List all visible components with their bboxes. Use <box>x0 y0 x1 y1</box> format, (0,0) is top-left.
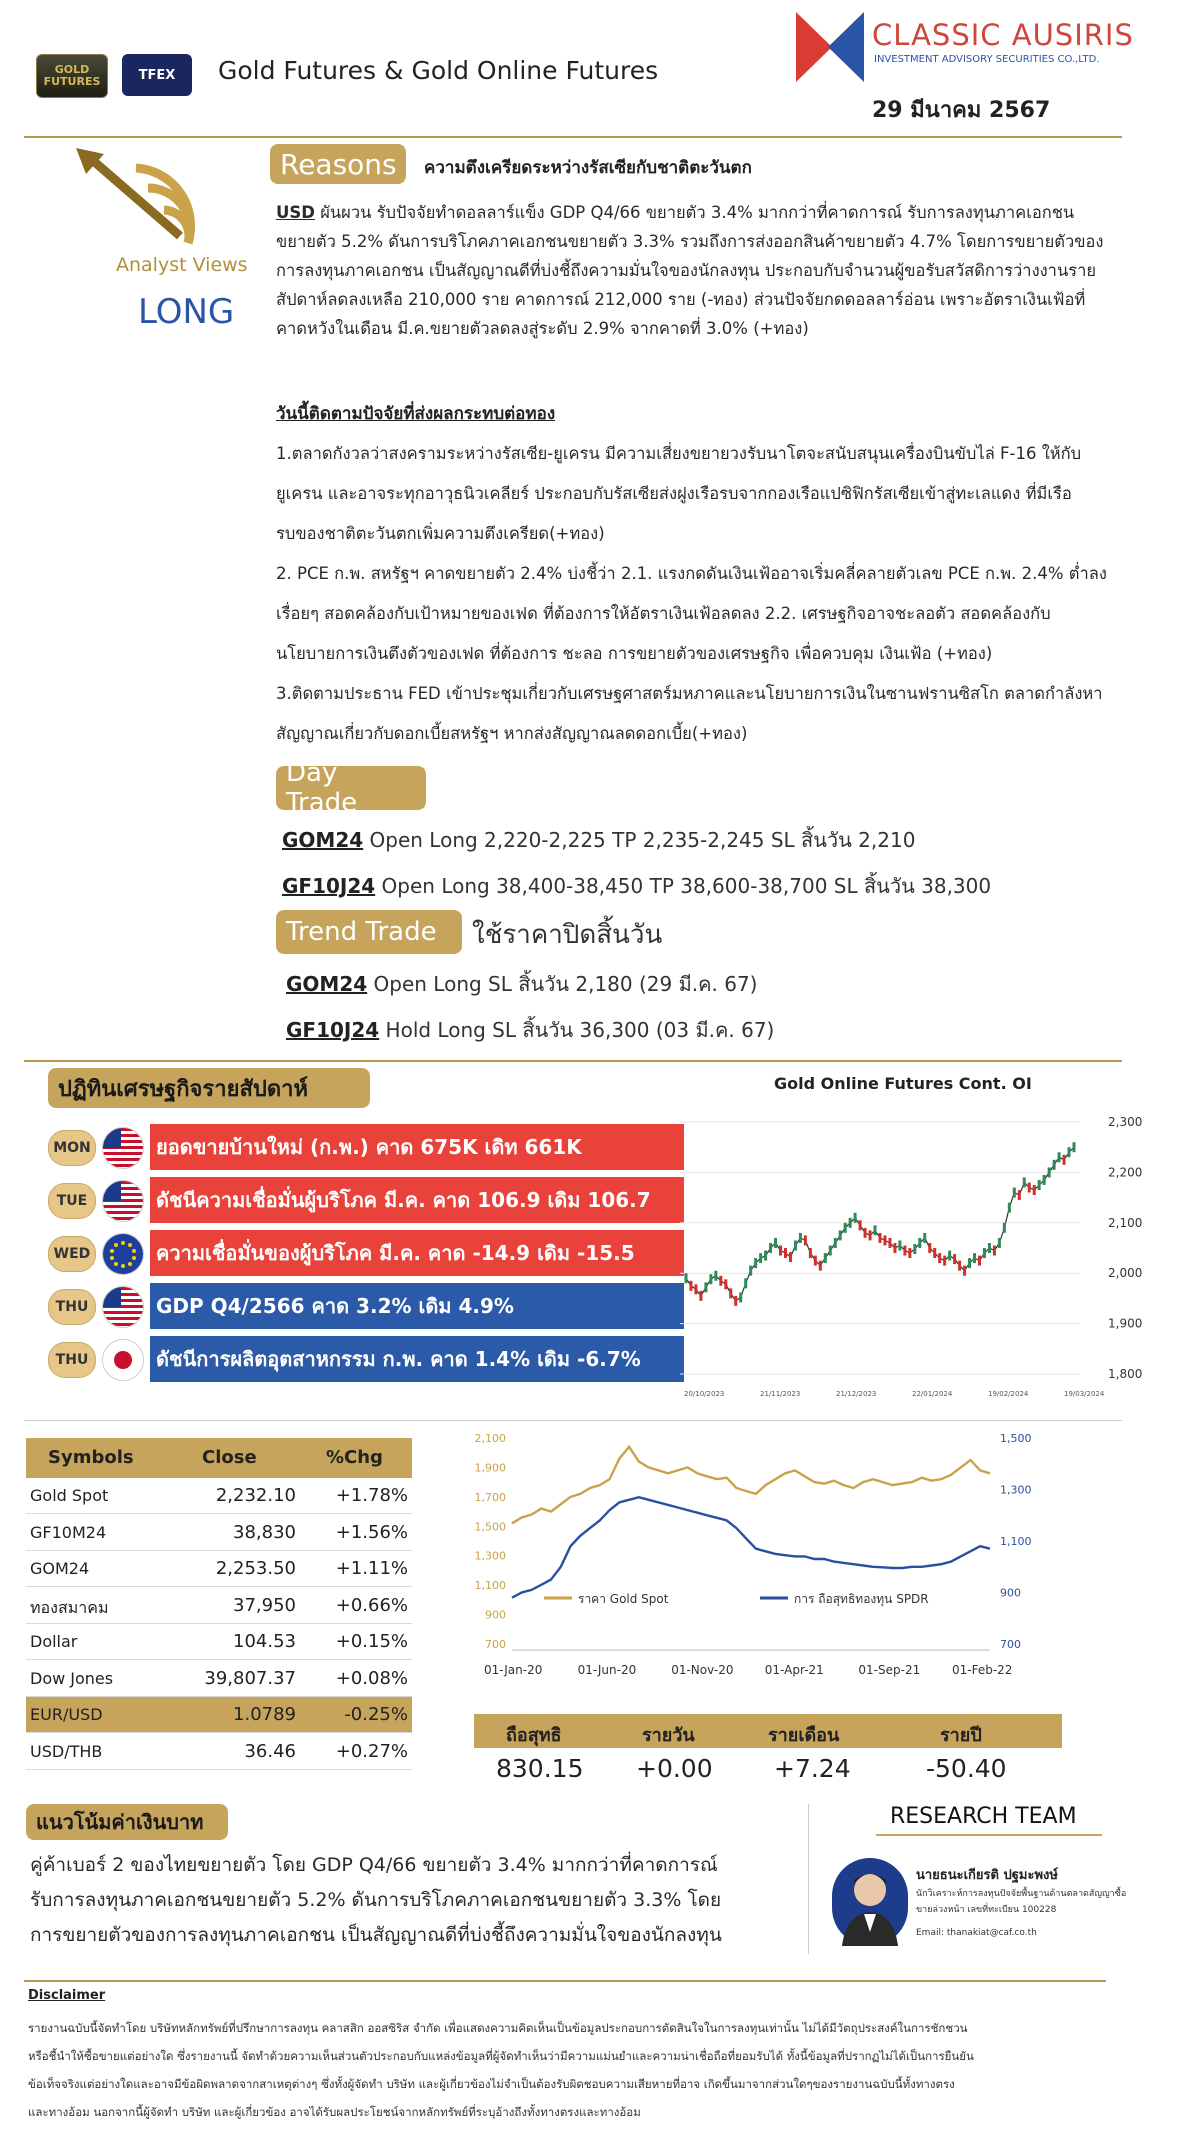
candle <box>824 1253 827 1263</box>
day-badge: THU <box>48 1342 96 1378</box>
y-tick-label: 1,800 <box>1108 1367 1143 1381</box>
legend-label: การ ถือสุทธิทองทุน SPDR <box>794 1592 929 1606</box>
y-tick-label: 1,900 <box>1108 1316 1143 1331</box>
candle <box>779 1246 782 1256</box>
candle <box>998 1238 1001 1248</box>
candle <box>988 1243 991 1253</box>
candle <box>978 1256 981 1266</box>
symbol-cell: Dow Jones <box>30 1668 114 1688</box>
candle <box>719 1276 722 1286</box>
x-tick-label: 01-Sep-21 <box>858 1663 921 1677</box>
candle <box>953 1254 956 1264</box>
japan-flag-icon <box>102 1339 144 1381</box>
candle <box>1068 1147 1071 1157</box>
y-left-tick-label: 700 <box>485 1638 506 1651</box>
day-badge: WED <box>48 1236 96 1272</box>
y-left-tick-label: 1,300 <box>474 1549 506 1563</box>
candle <box>734 1296 737 1306</box>
candle <box>933 1248 936 1258</box>
candle <box>844 1223 847 1233</box>
candle <box>903 1246 906 1256</box>
symbol-cell: USD/THB <box>30 1741 103 1761</box>
candle <box>849 1218 852 1228</box>
baht-outlook-tag: แนวโน้มค่าเงินบาท <box>26 1804 228 1840</box>
candle <box>923 1233 926 1243</box>
baht-line: การขยายตัวของการลงทุนภาคเอกชน เป็นสัญญาณดีที่บ่งชี้ถึงความมั่นใจของนักลงทุน <box>30 1924 722 1946</box>
chg-cell: +0.66% <box>335 1594 408 1616</box>
y-right-tick-label: 1,500 <box>1000 1432 1032 1445</box>
trend-trade-line <box>286 968 758 1000</box>
candle <box>908 1248 911 1258</box>
candle <box>839 1230 842 1240</box>
day-badge: TUE <box>48 1183 96 1219</box>
research-divider <box>876 1834 1102 1836</box>
candle <box>1058 1152 1061 1162</box>
candle <box>859 1220 862 1230</box>
candle <box>869 1230 872 1240</box>
usd-word: USD <box>276 203 315 222</box>
calendar-event-bar: ความเชื่อมั่นของผู้บริโภค มี.ค. คาด -14.9 เดิม -15.5 <box>150 1230 684 1276</box>
candle <box>943 1256 946 1266</box>
symbol-cell: Dollar <box>30 1632 78 1651</box>
x-tick-label: 01-Nov-20 <box>671 1663 734 1677</box>
candle <box>1013 1188 1016 1198</box>
candle <box>1033 1185 1036 1195</box>
chg-cell: +1.11% <box>335 1558 408 1579</box>
usd-paragraph <box>276 198 1176 343</box>
table-row <box>26 1661 412 1697</box>
candle <box>1028 1183 1031 1193</box>
usd-line: คาดหวังในเดือน มี.ค.ขยายตัวลดลงสู่ระดับ 2.9% จากคาดที่ 3.0% (+ทอง) <box>276 319 809 338</box>
candle <box>694 1284 697 1294</box>
candle <box>913 1244 916 1254</box>
usd-line: ผันผวน รับปัจจัยทำดอลลาร์แข็ง GDP Q4/66 ขยายตัว 3.4% มากกว่าที่คาดการณ์ รับการลงทุนภาคเอกชน <box>320 203 1075 222</box>
table-row <box>26 1734 412 1770</box>
chg-cell: -0.25% <box>344 1704 408 1725</box>
candle <box>854 1213 857 1223</box>
candle <box>928 1243 931 1253</box>
spdr-header-cell: ถือสุทธิ <box>506 1725 562 1746</box>
y-left-tick-label: 2,100 <box>474 1432 506 1445</box>
tfex-logo: TFEX <box>122 54 192 96</box>
close-cell: 39,807.37 <box>204 1667 296 1689</box>
candle <box>973 1253 976 1263</box>
header-close: Close <box>202 1447 257 1468</box>
spdr-value: +0.00 <box>636 1754 713 1783</box>
candle <box>685 1273 688 1283</box>
factor-line: สัญญาณเกี่ยวกับดอกเบี้ยสหรัฐฯ หากส่งสัญญาณลดดอกเบี้ย(+ทอง) <box>276 724 748 743</box>
calendar-event-bar: ยอดขายบ้านใหม่ (ก.พ.) คาด 675K เดิท 661K <box>150 1124 684 1170</box>
header-divider <box>24 136 1122 138</box>
candle <box>689 1281 692 1291</box>
candle <box>794 1240 797 1250</box>
close-cell: 1.0789 <box>233 1704 296 1725</box>
factor-line: นโยบายการเงินตึงตัวของเฟด ที่ต้องการ ชะลอ การขยายตัวของเศรษฐกิจ เพื่อควบคุม เงินเฟ้อ (+ทอง) <box>276 644 993 663</box>
candle <box>963 1266 966 1276</box>
factors-paragraph <box>276 434 1176 754</box>
analyst-views-label: Analyst Views <box>116 254 248 276</box>
oi-series-line <box>686 1147 1074 1301</box>
day-badge: THU <box>48 1289 96 1325</box>
disclaimer-title: Disclaimer <box>28 1988 106 2003</box>
x-tick-label: 01-Apr-21 <box>764 1663 824 1677</box>
report-date: 29 มีนาคม 2567 <box>872 98 1051 123</box>
x-tick-label: 20/10/2023 <box>684 1390 725 1398</box>
y-left-tick-label: 1,700 <box>474 1490 506 1504</box>
symbol-cell: GOM24 <box>30 1559 90 1578</box>
reasons-headline: ความตึงเครียดระหว่างรัสเซียกับชาติตะวันตก <box>424 158 752 178</box>
candle <box>948 1251 951 1261</box>
close-cell: 2,253.50 <box>215 1558 296 1579</box>
trade-detail: Hold Long SL สิ้นวัน 36,300 (03 มี.ค. 67) <box>379 1018 775 1042</box>
analyst-view-long: LONG <box>138 292 235 332</box>
table-row <box>26 1515 412 1551</box>
x-tick-label: 21/12/2023 <box>836 1390 877 1398</box>
trend-trade-tag: Trend Trade <box>276 910 462 954</box>
candle <box>918 1238 921 1248</box>
y-tick-label: 2,300 <box>1108 1115 1143 1129</box>
candle <box>704 1282 707 1292</box>
gold-oi-chart <box>660 1110 1150 1410</box>
y-right-tick-label: 700 <box>1000 1638 1021 1651</box>
candle <box>829 1246 832 1256</box>
calendar-title: ปฏิทินเศรษฐกิจรายสัปดาห์ <box>48 1068 370 1108</box>
candle <box>1053 1160 1056 1170</box>
trade-symbol: GOM24 <box>282 828 364 852</box>
candle <box>744 1278 747 1288</box>
chg-cell: +0.08% <box>335 1667 408 1689</box>
candle <box>834 1238 837 1248</box>
x-tick-label: 22/01/2024 <box>912 1390 953 1398</box>
factors-heading: วันนี้ติดตามปัจจัยที่ส่งผลกระทบต่อทอง <box>276 404 556 424</box>
chg-cell: +1.78% <box>335 1485 408 1506</box>
usd-line: การลงทุนภาคเอกชน เป็นสัญญาณดีที่บ่งชี้ถึงความมั่นใจของนักลงทุน ประกอบกับจำนวนผู้ขอรับสวัสดิการว่างงานราย <box>276 261 1097 280</box>
usd-line: สัปดาห์ลดลงเหลือ 210,000 ราย คาดการณ์ 212,000 ราย (-ทอง) ส่วนปัจจัยกดดอลลาร์อ่อน เพราะอัตราเงินเฟ้อที่ <box>276 290 1086 309</box>
disclaimer-line: ข้อเท็จจริงแต่อย่างใดและอาจมีข้อผิดพลาดจากสาเหตุต่างๆ ซึ่งทั้งผู้จัดทำ บริษัท และผู้เกี่ยวข้องไม่จำเป็นต้องรับผิดชอบความเสียหายที่อาจ เกิดขึ้นมาจากส่วนใดๆของรายงานฉบับนี้ทั้งทางตรง <box>28 2077 955 2091</box>
analyst-name: นายธนะเกียรติ ปฐมะพงษ์ <box>916 1868 1058 1883</box>
candle <box>958 1261 961 1271</box>
candle <box>739 1292 742 1302</box>
gold-futures-logo: GOLD FUTURES <box>36 54 108 98</box>
y-right-tick-label: 900 <box>1000 1586 1021 1600</box>
factor-line: เรื่อยๆ สอดคล้องกับเป้าหมายของเฟด ที่ต้องการให้อัตราเงินเฟ้อลดลง 2.2. เศรษฐกิจอาจชะลอตัว สอดคล้องกับ <box>276 604 1051 623</box>
day-badge: MON <box>48 1130 96 1166</box>
candle <box>883 1235 886 1245</box>
us-flag-icon <box>102 1127 144 1169</box>
candle <box>1008 1203 1011 1213</box>
footer-divider <box>24 1980 1106 1982</box>
candle <box>1063 1155 1066 1165</box>
candle <box>1048 1167 1051 1177</box>
factor-line: ยูเครน และอาจระทุกอาวุธนิวเคลียร์ ประกอบกับรัสเซียส่งฝูงเรือรบจากกองเรือแปซิฟิกรัสเซียเข้าสู่ทะเลแดง ที่มีเรือ <box>276 484 1072 503</box>
table-header <box>26 1438 412 1478</box>
x-tick-label: 21/11/2023 <box>760 1390 801 1398</box>
candle <box>874 1225 877 1235</box>
candle <box>759 1253 762 1263</box>
y-right-tick-label: 1,100 <box>1000 1535 1032 1548</box>
candle <box>1023 1177 1026 1187</box>
analyst-role: นักวิเคราะห์การลงทุนปัจจัยพื้นฐานด้านตลาดสัญญาซื้อ <box>916 1889 1127 1899</box>
y-left-tick-label: 1,100 <box>474 1579 506 1593</box>
brand-name: CLASSIC AUSIRIS <box>872 18 1134 52</box>
target-arrow-icon <box>76 148 226 258</box>
table-row <box>26 1551 412 1587</box>
candle <box>1038 1180 1041 1190</box>
gold-spdr-chart <box>460 1426 1080 1686</box>
candle <box>819 1261 822 1271</box>
oi-chart-title: Gold Online Futures Cont. OI <box>774 1074 1032 1093</box>
close-cell: 38,830 <box>233 1521 296 1543</box>
trend-trade-note: ใช้ราคาปิดสิ้นวัน <box>472 920 663 950</box>
us-flag-icon <box>102 1180 144 1222</box>
research-title: RESEARCH TEAM <box>890 1804 1077 1829</box>
factor-line: 3.ติดตามประธาน FED เข้าประชุมเกี่ยวกับเศรษฐศาสตร์มหภาคและนโยบายการเงินในซานฟรานซิสโก ตลาดกำลังหา <box>276 684 1103 703</box>
table-row <box>26 1624 412 1660</box>
y-tick-label: 2,100 <box>1108 1215 1143 1230</box>
spdr-holdings-line <box>512 1497 990 1598</box>
candle <box>724 1279 727 1289</box>
baht-line: รับการลงทุนภาคเอกชนขยายตัว 5.2% ดันการบริโภคภาคเอกชนขยายตัว 3.3% โดย <box>30 1889 722 1911</box>
disclaimer-line: รายงานฉบับนี้จัดทำโดย บริษัทหลักทรัพย์ที่ปรึกษาการลงทุน คลาสสิก ออสซิริส จำกัด เพื่อแสดงความคิดเห็นเป็นข้อมูลประกอบการตัดสินใจในการลงทุนเท่านั้น ไม่ได้มีวัตถุประสงค์ในการชักชวน <box>28 2021 968 2035</box>
chg-cell: +0.27% <box>335 1740 408 1762</box>
candle <box>1073 1142 1076 1152</box>
trade-detail: Open Long 38,400-38,450 TP 38,600-38,700 SL สิ้นวัน 38,300 <box>375 874 992 898</box>
candle <box>938 1253 941 1263</box>
factor-line: รบของชาติตะวันตกเพิ่มความตึงเครียด(+ทอง) <box>276 524 605 543</box>
candle <box>714 1271 717 1281</box>
candle <box>789 1252 792 1262</box>
y-tick-label: 2,200 <box>1108 1165 1143 1180</box>
candle <box>749 1266 752 1276</box>
trade-detail: Open Long SL สิ้นวัน 2,180 (29 มี.ค. 67) <box>367 972 758 996</box>
candle <box>769 1243 772 1253</box>
candle <box>809 1248 812 1258</box>
candle <box>968 1258 971 1268</box>
trade-symbol: GF10J24 <box>282 874 376 898</box>
x-tick-label: 01-Feb-22 <box>952 1663 1013 1677</box>
candle <box>784 1248 787 1258</box>
header-symbols: Symbols <box>48 1447 134 1468</box>
candle <box>983 1248 986 1258</box>
vertical-divider <box>808 1804 809 1954</box>
candle <box>888 1238 891 1248</box>
page-title: Gold Futures & Gold Online Futures <box>218 56 659 85</box>
symbol-cell: ทองสมาคม <box>30 1597 109 1617</box>
baht-paragraph <box>30 1848 790 1953</box>
spdr-value: -50.40 <box>926 1754 1007 1783</box>
disclaimer-text <box>28 2014 1118 2126</box>
calendar-event-bar: ดัชนีความเชื่อมั่นผู้บริโภค มี.ค. คาด 106.9 เดิม 106.7 <box>150 1177 684 1223</box>
close-cell: 36.46 <box>244 1740 296 1762</box>
analyst-role: ขายล่วงหน้า เลขที่ทะเบียน 100228 <box>916 1905 1057 1915</box>
spdr-header-cell: รายเดือน <box>768 1725 840 1746</box>
candle <box>729 1288 732 1298</box>
section-divider <box>24 1420 1122 1421</box>
chg-cell: +0.15% <box>335 1631 408 1652</box>
day-trade-line <box>282 870 991 902</box>
spdr-header-cell: รายปี <box>940 1725 982 1746</box>
us-flag-icon <box>102 1286 144 1328</box>
x-tick-label: 19/02/2024 <box>988 1390 1029 1398</box>
y-tick-label: 2,000 <box>1108 1266 1143 1281</box>
spdr-value: 830.15 <box>496 1754 584 1783</box>
candle <box>764 1251 767 1261</box>
baht-line: คู่ค้าเบอร์ 2 ของไทยขยายตัว โดย GDP Q4/66 ขยายตัว 3.4% มากกว่าที่คาดการณ์ <box>30 1854 718 1876</box>
day-trade-line <box>282 824 915 856</box>
x-tick-label: 19/03/2024 <box>1064 1390 1105 1398</box>
candle <box>774 1238 777 1248</box>
candle <box>804 1235 807 1245</box>
candle <box>879 1233 882 1243</box>
calendar-event-bar: ดัชนีการผลิตอุตสาหกรรม ก.พ. คาด 1.4% เดิม -6.7% <box>150 1336 684 1382</box>
close-cell: 2,232.10 <box>215 1485 296 1506</box>
y-left-tick-label: 900 <box>485 1608 506 1622</box>
candle <box>898 1240 901 1250</box>
candle <box>754 1258 757 1268</box>
y-left-tick-label: 1,500 <box>474 1520 506 1534</box>
disclaimer-line: หรือชี้นำให้ซื้อขายแต่อย่างใด ซึ่งรายงานนี้ จัดทำด้วยความเห็นส่วนตัวประกอบกับแหล่งข้อมูลที่ผู้จัดทำเห็นว่ามีความแม่นยำและความน่าเชื่อถือที่ยอมรับได้ ทั้งนี้ข้อมูลที่ปรากฏไม่ได้เป็นการยืนยัน <box>28 2049 974 2063</box>
chg-cell: +1.56% <box>335 1521 408 1543</box>
classic-ausiris-logo-icon <box>796 8 864 86</box>
usd-line: ขยายตัว 5.2% ดันการบริโภคภาคเอกชนขยายตัว 3.3% รวมถึงการส่งออกสินค้าขยายตัว 4.7% โดยการขยายตัวของ <box>276 232 1104 251</box>
trend-trade-line <box>286 1014 774 1046</box>
analyst-email: Email: thanakiat@caf.co.th <box>916 1928 1037 1938</box>
legend-label: ราคา Gold Spot <box>578 1592 669 1606</box>
y-left-tick-label: 1,900 <box>474 1461 506 1475</box>
factor-line: 1.ตลาดกังวลว่าสงครามระหว่างรัสเซีย-ยูเครน มีความเสี่ยงขยายวงรับนาโตจะสนับสนุนเครื่องบินขับไล่ F-16 ให้กับ <box>276 444 1082 463</box>
day-trade-tag: Day Trade <box>276 766 426 810</box>
x-tick-label: 01-Jan-20 <box>484 1663 543 1677</box>
candle <box>799 1233 802 1243</box>
close-cell: 104.53 <box>233 1631 296 1652</box>
candle <box>893 1243 896 1253</box>
trade-symbol: GF10J24 <box>286 1018 380 1042</box>
eu-flag-icon <box>102 1233 144 1275</box>
calendar-event-bar: GDP Q4/2566 คาด 3.2% เดิม 4.9% <box>150 1283 684 1329</box>
close-cell: 37,950 <box>233 1594 296 1616</box>
symbol-cell: Gold Spot <box>30 1486 109 1505</box>
reasons-tag: Reasons <box>270 144 406 184</box>
candle <box>1003 1223 1006 1233</box>
header-chg: %Chg <box>326 1447 383 1468</box>
section-divider <box>24 1060 1122 1062</box>
gold-spot-line <box>512 1447 990 1524</box>
table-row <box>26 1697 412 1733</box>
x-tick-label: 01-Jun-20 <box>577 1663 637 1677</box>
disclaimer-line: และทางอ้อม นอกจากนี้ผู้จัดทำ บริษัท และผู้เกี่ยวข้อง อาจได้รับผลประโยชน์จากหลักทรัพย์ที่ระบุอ้างถึงทั้งทางตรงและทางอ้อม <box>28 2105 641 2119</box>
trade-symbol: GOM24 <box>286 972 368 996</box>
trade-detail: Open Long 2,220-2,225 TP 2,235-2,245 SL สิ้นวัน 2,210 <box>363 828 916 852</box>
y-right-tick-label: 1,300 <box>1000 1483 1032 1497</box>
candle <box>709 1274 712 1284</box>
candle <box>699 1291 702 1301</box>
candle <box>1043 1175 1046 1185</box>
table-row <box>26 1478 412 1514</box>
analyst-avatar <box>832 1858 908 1946</box>
candle <box>814 1256 817 1266</box>
table-row <box>26 1588 412 1624</box>
spdr-value: +7.24 <box>774 1754 851 1783</box>
factor-line: 2. PCE ก.พ. สหรัฐฯ คาดขยายตัว 2.4% บ่งชี้ว่า 2.1. แรงกดดันเงินเฟ้ออาจเริ่มคลี่คลายตัวเลข PCE ก.พ. 2.4% ต่ำลง <box>276 564 1107 583</box>
spdr-header-cell: รายวัน <box>642 1725 695 1746</box>
symbol-cell: GF10M24 <box>30 1522 107 1542</box>
candle <box>1018 1190 1021 1200</box>
candle <box>993 1246 996 1256</box>
brand-subtitle: INVESTMENT ADVISORY SECURITIES CO.,LTD. <box>874 54 1100 65</box>
candle <box>864 1228 867 1238</box>
symbol-cell: EUR/USD <box>30 1705 103 1724</box>
